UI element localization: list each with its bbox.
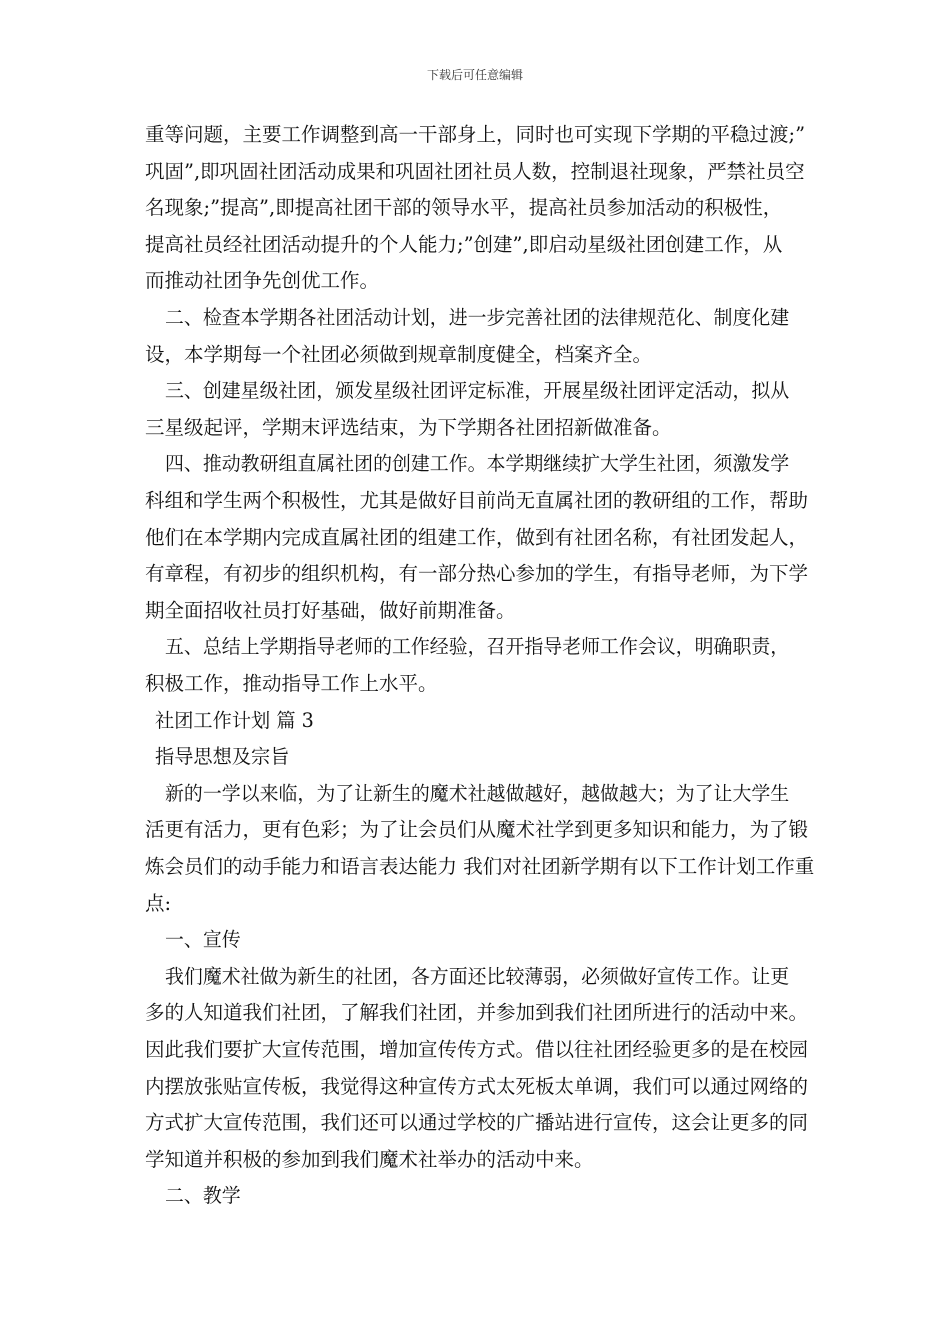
text-line: 三星级起评，学期末评选结束，为下学期各社团招新做准备。 [145,415,672,439]
text-line: 方式扩大宣传范围，我们还可以通过学校的广播站进行宣传，这会让更多的同 [145,1111,809,1135]
text-line: 学知道并积极的参加到我们魔术社举办的活动中来。 [145,1147,594,1171]
text-line: 设，本学期每一个社团必须做到规章制度健全，档案齐全。 [145,342,653,366]
page-header: 下载后可任意编辑 [426,68,523,82]
text-line: 我们魔术社做为新生的社团，各方面还比较薄弱，必须做好宣传工作。让更 [165,964,790,988]
text-line: 指导思想及宗旨 [155,745,290,769]
text-line: 期全面招收社员打好基础，做好前期准备。 [145,598,516,622]
text-line: 四、推动教研组直属社团的创建工作。本学期继续扩大学生社团，须激发学 [165,452,790,476]
text-line: 有章程，有初步的组织机构，有一部分热心参加的学生，有指导老师，为下学 [145,562,809,586]
text-line: 提高社员经社团活动提升的个人能力;”创建”,即启动星级社团创建工作，从 [145,232,783,256]
text-line: 点: [145,891,172,915]
text-line: 名现象;”提高”,即提高社团干部的领导水平，提高社员参加活动的积极性， [145,196,783,220]
text-line: 而推动社团争先创优工作。 [145,269,380,293]
text-line: 积极工作，推动指导工作上水平。 [145,672,438,695]
text-line: 重等问题，主要工作调整到高一干部身上，同时也可实现下学期的平稳过渡;” [145,123,806,146]
text-line: 因此我们要扩大宣传范围，增加宣传传方式。借以往社团经验更多的是在校园 [145,1038,809,1061]
text-line: 三、创建星级社团，颁发星级社团评定标准，开展星级社团评定活动，拟从 [165,379,790,403]
text-line: 二、教学 [165,1184,241,1208]
text-line: 五、总结上学期指导老师的工作经验，召开指导老师工作会议，明确职责， [165,635,790,659]
text-line: 新的一学以来临，为了让新生的魔术社越做越好，越做越大；为了让大学生 [165,781,790,805]
text-line: 一、宣传 [165,928,241,952]
text-line: 炼会员们的动手能力和语言表达能力 我们对社团新学期有以下工作计划工作重 [145,855,815,878]
text-line: 二、检查本学期各社团活动计划，进一步完善社团的法律规范化、制度化建 [165,306,790,329]
text-line: 多的人知道我们社团，了解我们社团，并参加到我们社团所进行的活动中来。 [145,1001,809,1025]
text-line: 社团工作计划 篇 3 [155,708,314,732]
text-line: 内摆放张贴宣传板，我觉得这种宣传方式太死板太单调，我们可以通过网络的 [145,1074,809,1098]
text-line: 巩固”,即巩固社团活动成果和巩固社团社员人数，控制退社现象，严禁社员空 [145,159,805,183]
text-line: 活更有活力，更有色彩；为了让会员们从魔术社学到更多知识和能力，为了锻 [145,818,809,842]
text-line: 科组和学生两个积极性，尤其是做好目前尚无直属社团的教研组的工作，帮助 [145,489,809,512]
text-line: 他们在本学期内完成直属社团的组建工作，做到有社团名称，有社团发起人， [145,525,809,549]
